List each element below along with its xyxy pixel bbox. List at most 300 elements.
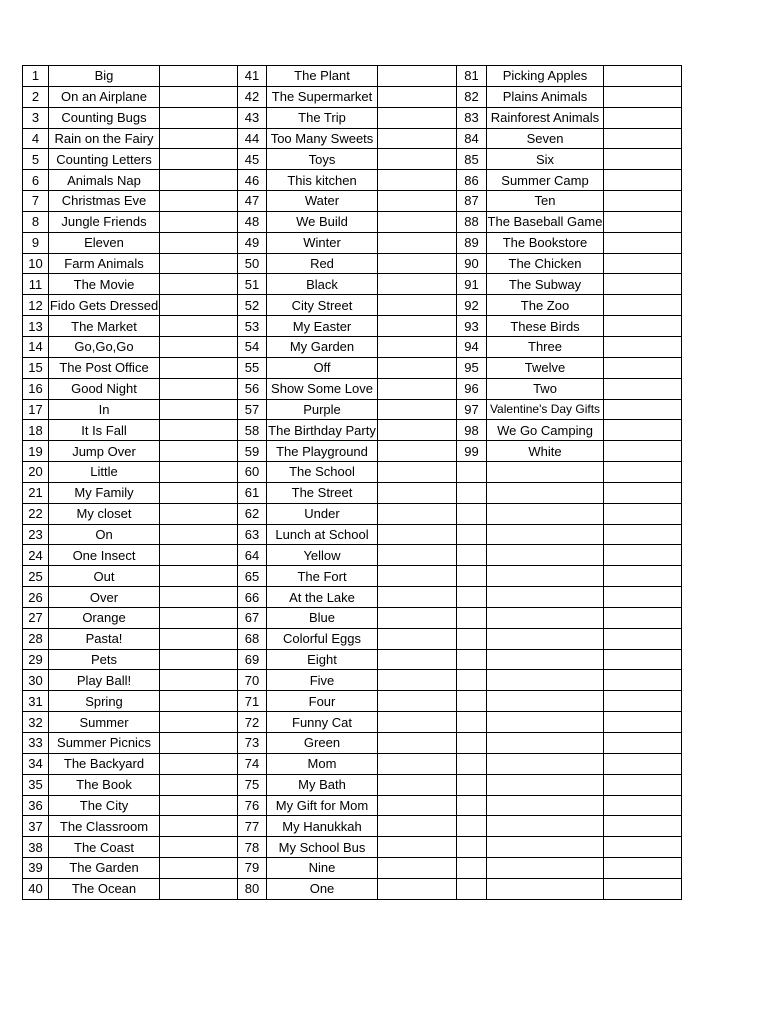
blank-cell (160, 816, 238, 837)
blank-cell (378, 545, 457, 566)
blank-cell (604, 149, 682, 170)
blank-cell (160, 733, 238, 754)
entry-number-cell: 26 (23, 587, 49, 608)
entry-title-cell: The Movie (49, 274, 160, 295)
entry-title-cell: Four (267, 691, 378, 712)
blank-cell (604, 336, 682, 357)
entry-title-cell: Purple (267, 399, 378, 420)
entry-title-cell: Five (267, 670, 378, 691)
blank-cell (378, 795, 457, 816)
entry-number-cell (457, 858, 487, 879)
entry-title-cell: On an Airplane (49, 86, 160, 107)
table-row (23, 128, 682, 149)
entry-number-cell: 84 (457, 128, 487, 149)
entry-number-cell: 63 (238, 524, 267, 545)
entry-title-cell (487, 816, 604, 837)
blank-cell (604, 420, 682, 441)
blank-cell (378, 670, 457, 691)
entry-title-cell (487, 503, 604, 524)
entry-number-cell: 23 (23, 524, 49, 545)
entry-title-cell: Picking Apples (487, 66, 604, 87)
entry-title-cell: Eight (267, 649, 378, 670)
entry-number-cell: 10 (23, 253, 49, 274)
blank-cell (604, 816, 682, 837)
entry-number-cell: 73 (238, 733, 267, 754)
blank-cell (604, 232, 682, 253)
entry-number-cell: 90 (457, 253, 487, 274)
entry-number-cell: 71 (238, 691, 267, 712)
entry-title-cell (487, 712, 604, 733)
blank-cell (378, 253, 457, 274)
book-list-table (22, 65, 682, 900)
entry-number-cell: 13 (23, 316, 49, 337)
entry-title-cell (487, 670, 604, 691)
blank-cell (604, 211, 682, 232)
entry-number-cell: 30 (23, 670, 49, 691)
table-row (23, 66, 682, 87)
blank-cell (378, 503, 457, 524)
blank-cell (160, 587, 238, 608)
blank-cell (160, 462, 238, 483)
entry-number-cell: 96 (457, 378, 487, 399)
table-row (23, 545, 682, 566)
entry-number-cell (457, 816, 487, 837)
entry-title-cell: Ten (487, 191, 604, 212)
entry-title-cell: Six (487, 149, 604, 170)
entry-title-cell: Big (49, 66, 160, 87)
entry-title-cell: Water (267, 191, 378, 212)
entry-title-cell: Green (267, 733, 378, 754)
blank-cell (160, 107, 238, 128)
entry-title-cell: Counting Letters (49, 149, 160, 170)
entry-title-cell (487, 462, 604, 483)
entry-number-cell (457, 524, 487, 545)
table-row (23, 566, 682, 587)
entry-number-cell: 15 (23, 357, 49, 378)
blank-cell (160, 336, 238, 357)
blank-cell (378, 107, 457, 128)
entry-number-cell (457, 566, 487, 587)
entry-title-cell: One Insect (49, 545, 160, 566)
blank-cell (160, 607, 238, 628)
blank-cell (160, 253, 238, 274)
entry-number-cell: 31 (23, 691, 49, 712)
blank-cell (160, 420, 238, 441)
entry-title-cell (487, 607, 604, 628)
entry-title-cell: The Birthday Party (267, 420, 378, 441)
entry-number-cell: 20 (23, 462, 49, 483)
blank-cell (160, 878, 238, 899)
entry-number-cell: 56 (238, 378, 267, 399)
table-row (23, 712, 682, 733)
entry-number-cell: 57 (238, 399, 267, 420)
entry-number-cell: 22 (23, 503, 49, 524)
blank-cell (604, 482, 682, 503)
blank-cell (604, 753, 682, 774)
entry-number-cell: 93 (457, 316, 487, 337)
entry-number-cell: 88 (457, 211, 487, 232)
table-row (23, 336, 682, 357)
entry-title-cell: Rain on the Fairy (49, 128, 160, 149)
entry-number-cell: 4 (23, 128, 49, 149)
blank-cell (604, 462, 682, 483)
entry-number-cell: 81 (457, 66, 487, 87)
entry-title-cell: It Is Fall (49, 420, 160, 441)
table-row (23, 503, 682, 524)
table-row (23, 649, 682, 670)
entry-title-cell: My Gift for Mom (267, 795, 378, 816)
entry-title-cell: One (267, 878, 378, 899)
entry-number-cell: 21 (23, 482, 49, 503)
blank-cell (160, 66, 238, 87)
blank-cell (160, 545, 238, 566)
blank-cell (378, 86, 457, 107)
entry-title-cell: Red (267, 253, 378, 274)
entry-number-cell: 79 (238, 858, 267, 879)
entry-title-cell: City Street (267, 295, 378, 316)
entry-number-cell: 44 (238, 128, 267, 149)
entry-number-cell: 5 (23, 149, 49, 170)
entry-title-cell: The Zoo (487, 295, 604, 316)
entry-number-cell: 83 (457, 107, 487, 128)
entry-number-cell: 97 (457, 399, 487, 420)
entry-title-cell: Good Night (49, 378, 160, 399)
entry-title-cell (487, 795, 604, 816)
entry-number-cell: 77 (238, 816, 267, 837)
entry-title-cell: Over (49, 587, 160, 608)
entry-number-cell: 9 (23, 232, 49, 253)
table-row (23, 816, 682, 837)
entry-title-cell: Plains Animals (487, 86, 604, 107)
entry-title-cell: Animals Nap (49, 170, 160, 191)
entry-number-cell: 32 (23, 712, 49, 733)
entry-number-cell: 87 (457, 191, 487, 212)
entry-number-cell: 85 (457, 149, 487, 170)
entry-title-cell: Black (267, 274, 378, 295)
entry-number-cell (457, 545, 487, 566)
entry-title-cell (487, 858, 604, 879)
blank-cell (160, 149, 238, 170)
entry-number-cell: 49 (238, 232, 267, 253)
entry-title-cell: Pets (49, 649, 160, 670)
blank-cell (378, 211, 457, 232)
blank-cell (160, 649, 238, 670)
entry-number-cell: 39 (23, 858, 49, 879)
blank-cell (160, 691, 238, 712)
table-row (23, 357, 682, 378)
entry-number-cell: 65 (238, 566, 267, 587)
entry-title-cell: Toys (267, 149, 378, 170)
entry-number-cell: 1 (23, 66, 49, 87)
entry-number-cell (457, 712, 487, 733)
entry-title-cell (487, 691, 604, 712)
blank-cell (604, 858, 682, 879)
entry-title-cell: Go,Go,Go (49, 336, 160, 357)
blank-cell (378, 274, 457, 295)
table-row (23, 107, 682, 128)
entry-number-cell (457, 733, 487, 754)
blank-cell (378, 837, 457, 858)
entry-title-cell: Yellow (267, 545, 378, 566)
blank-cell (378, 336, 457, 357)
blank-cell (160, 482, 238, 503)
blank-cell (378, 649, 457, 670)
entry-title-cell: Show Some Love (267, 378, 378, 399)
entry-number-cell: 40 (23, 878, 49, 899)
entry-number-cell: 51 (238, 274, 267, 295)
blank-cell (604, 274, 682, 295)
blank-cell (604, 628, 682, 649)
entry-title-cell: Pasta! (49, 628, 160, 649)
entry-title-cell: Christmas Eve (49, 191, 160, 212)
blank-cell (160, 837, 238, 858)
table-row (23, 149, 682, 170)
blank-cell (604, 170, 682, 191)
blank-cell (378, 753, 457, 774)
blank-cell (604, 399, 682, 420)
blank-cell (378, 441, 457, 462)
blank-cell (604, 607, 682, 628)
entry-title-cell: The Fort (267, 566, 378, 587)
blank-cell (378, 170, 457, 191)
entry-title-cell: The Coast (49, 837, 160, 858)
table-row (23, 441, 682, 462)
table-row (23, 670, 682, 691)
entry-title-cell: Blue (267, 607, 378, 628)
blank-cell (160, 399, 238, 420)
blank-cell (160, 128, 238, 149)
entry-title-cell: Too Many Sweets (267, 128, 378, 149)
blank-cell (378, 733, 457, 754)
entry-number-cell (457, 753, 487, 774)
entry-title-cell: The Book (49, 774, 160, 795)
entry-number-cell: 78 (238, 837, 267, 858)
entry-title-cell: The Backyard (49, 753, 160, 774)
entry-number-cell: 99 (457, 441, 487, 462)
blank-cell (604, 545, 682, 566)
table-row (23, 733, 682, 754)
entry-number-cell (457, 837, 487, 858)
entry-title-cell: My Hanukkah (267, 816, 378, 837)
entry-number-cell: 98 (457, 420, 487, 441)
entry-title-cell: Lunch at School (267, 524, 378, 545)
entry-title-cell: Fido Gets Dressed (49, 295, 160, 316)
blank-cell (378, 712, 457, 733)
entry-title-cell: Three (487, 336, 604, 357)
entry-number-cell: 38 (23, 837, 49, 858)
blank-cell (604, 357, 682, 378)
entry-title-cell: We Build (267, 211, 378, 232)
entry-number-cell: 91 (457, 274, 487, 295)
entry-number-cell (457, 628, 487, 649)
entry-title-cell (487, 753, 604, 774)
entry-title-cell: The Garden (49, 858, 160, 879)
entry-title-cell: Winter (267, 232, 378, 253)
entry-number-cell: 27 (23, 607, 49, 628)
entry-number-cell: 70 (238, 670, 267, 691)
entry-title-cell: Jump Over (49, 441, 160, 462)
blank-cell (604, 566, 682, 587)
table-row (23, 211, 682, 232)
blank-cell (604, 66, 682, 87)
table-row (23, 587, 682, 608)
entry-title-cell: At the Lake (267, 587, 378, 608)
entry-title-cell: In (49, 399, 160, 420)
entry-number-cell: 17 (23, 399, 49, 420)
entry-number-cell: 74 (238, 753, 267, 774)
entry-title-cell: The City (49, 795, 160, 816)
entry-number-cell: 89 (457, 232, 487, 253)
table-row (23, 482, 682, 503)
entry-number-cell: 94 (457, 336, 487, 357)
entry-title-cell: Jungle Friends (49, 211, 160, 232)
blank-cell (604, 691, 682, 712)
entry-number-cell: 14 (23, 336, 49, 357)
entry-number-cell: 67 (238, 607, 267, 628)
blank-cell (160, 712, 238, 733)
blank-cell (378, 691, 457, 712)
entry-title-cell: The Trip (267, 107, 378, 128)
entry-title-cell (487, 733, 604, 754)
blank-cell (604, 191, 682, 212)
blank-cell (378, 587, 457, 608)
blank-cell (160, 295, 238, 316)
entry-number-cell: 24 (23, 545, 49, 566)
entry-number-cell: 34 (23, 753, 49, 774)
entry-number-cell: 68 (238, 628, 267, 649)
blank-cell (604, 733, 682, 754)
entry-number-cell: 75 (238, 774, 267, 795)
blank-cell (160, 378, 238, 399)
blank-cell (604, 503, 682, 524)
table-row (23, 628, 682, 649)
blank-cell (604, 878, 682, 899)
entry-title-cell: Orange (49, 607, 160, 628)
entry-title-cell: The Subway (487, 274, 604, 295)
blank-cell (604, 378, 682, 399)
blank-cell (604, 524, 682, 545)
blank-cell (378, 607, 457, 628)
blank-cell (160, 524, 238, 545)
table-row (23, 753, 682, 774)
entry-title-cell: The School (267, 462, 378, 483)
entry-number-cell (457, 795, 487, 816)
entry-title-cell: Farm Animals (49, 253, 160, 274)
entry-title-cell: Little (49, 462, 160, 483)
entry-title-cell: Valentine's Day Gifts (487, 399, 604, 420)
entry-number-cell (457, 774, 487, 795)
entry-number-cell: 8 (23, 211, 49, 232)
blank-cell (604, 670, 682, 691)
blank-cell (604, 795, 682, 816)
entry-number-cell: 6 (23, 170, 49, 191)
entry-title-cell: Off (267, 357, 378, 378)
entry-number-cell: 55 (238, 357, 267, 378)
blank-cell (160, 274, 238, 295)
entry-number-cell: 33 (23, 733, 49, 754)
entry-number-cell: 76 (238, 795, 267, 816)
entry-number-cell: 95 (457, 357, 487, 378)
blank-cell (604, 253, 682, 274)
entry-title-cell: This kitchen (267, 170, 378, 191)
entry-title-cell (487, 774, 604, 795)
entry-title-cell: The Street (267, 482, 378, 503)
entry-title-cell: The Playground (267, 441, 378, 462)
entry-title-cell: Twelve (487, 357, 604, 378)
entry-title-cell: My Easter (267, 316, 378, 337)
entry-title-cell: The Ocean (49, 878, 160, 899)
blank-cell (160, 628, 238, 649)
blank-cell (604, 441, 682, 462)
entry-title-cell: The Market (49, 316, 160, 337)
entry-number-cell: 25 (23, 566, 49, 587)
entry-title-cell: Out (49, 566, 160, 587)
entry-number-cell: 53 (238, 316, 267, 337)
table-row (23, 524, 682, 545)
entry-number-cell: 48 (238, 211, 267, 232)
table-row (23, 399, 682, 420)
entry-number-cell: 36 (23, 795, 49, 816)
entry-number-cell: 3 (23, 107, 49, 128)
blank-cell (378, 462, 457, 483)
blank-cell (378, 232, 457, 253)
table-row (23, 232, 682, 253)
table-row (23, 191, 682, 212)
entry-title-cell: On (49, 524, 160, 545)
entry-title-cell: The Chicken (487, 253, 604, 274)
entry-number-cell: 80 (238, 878, 267, 899)
entry-title-cell: The Supermarket (267, 86, 378, 107)
table-body (23, 66, 682, 900)
table-row (23, 274, 682, 295)
entry-number-cell: 58 (238, 420, 267, 441)
entry-title-cell: Two (487, 378, 604, 399)
blank-cell (378, 524, 457, 545)
entry-number-cell (457, 462, 487, 483)
entry-number-cell: 64 (238, 545, 267, 566)
blank-cell (378, 420, 457, 441)
entry-number-cell: 66 (238, 587, 267, 608)
entry-title-cell (487, 628, 604, 649)
entry-title-cell: My Bath (267, 774, 378, 795)
entry-number-cell (457, 607, 487, 628)
entry-title-cell (487, 878, 604, 899)
entry-title-cell (487, 545, 604, 566)
table-row (23, 462, 682, 483)
blank-cell (160, 858, 238, 879)
entry-number-cell: 47 (238, 191, 267, 212)
entry-title-cell: Summer Camp (487, 170, 604, 191)
entry-number-cell (457, 587, 487, 608)
entry-number-cell: 50 (238, 253, 267, 274)
blank-cell (604, 712, 682, 733)
entry-title-cell: Rainforest Animals (487, 107, 604, 128)
blank-cell (604, 316, 682, 337)
entry-number-cell: 52 (238, 295, 267, 316)
blank-cell (378, 66, 457, 87)
entry-title-cell: Summer Picnics (49, 733, 160, 754)
entry-title-cell: White (487, 441, 604, 462)
entry-title-cell: The Baseball Game (487, 211, 604, 232)
entry-title-cell: The Plant (267, 66, 378, 87)
entry-title-cell: My Garden (267, 336, 378, 357)
entry-number-cell: 72 (238, 712, 267, 733)
blank-cell (160, 211, 238, 232)
table-row (23, 837, 682, 858)
entry-title-cell: Spring (49, 691, 160, 712)
entry-number-cell: 12 (23, 295, 49, 316)
table-row (23, 420, 682, 441)
